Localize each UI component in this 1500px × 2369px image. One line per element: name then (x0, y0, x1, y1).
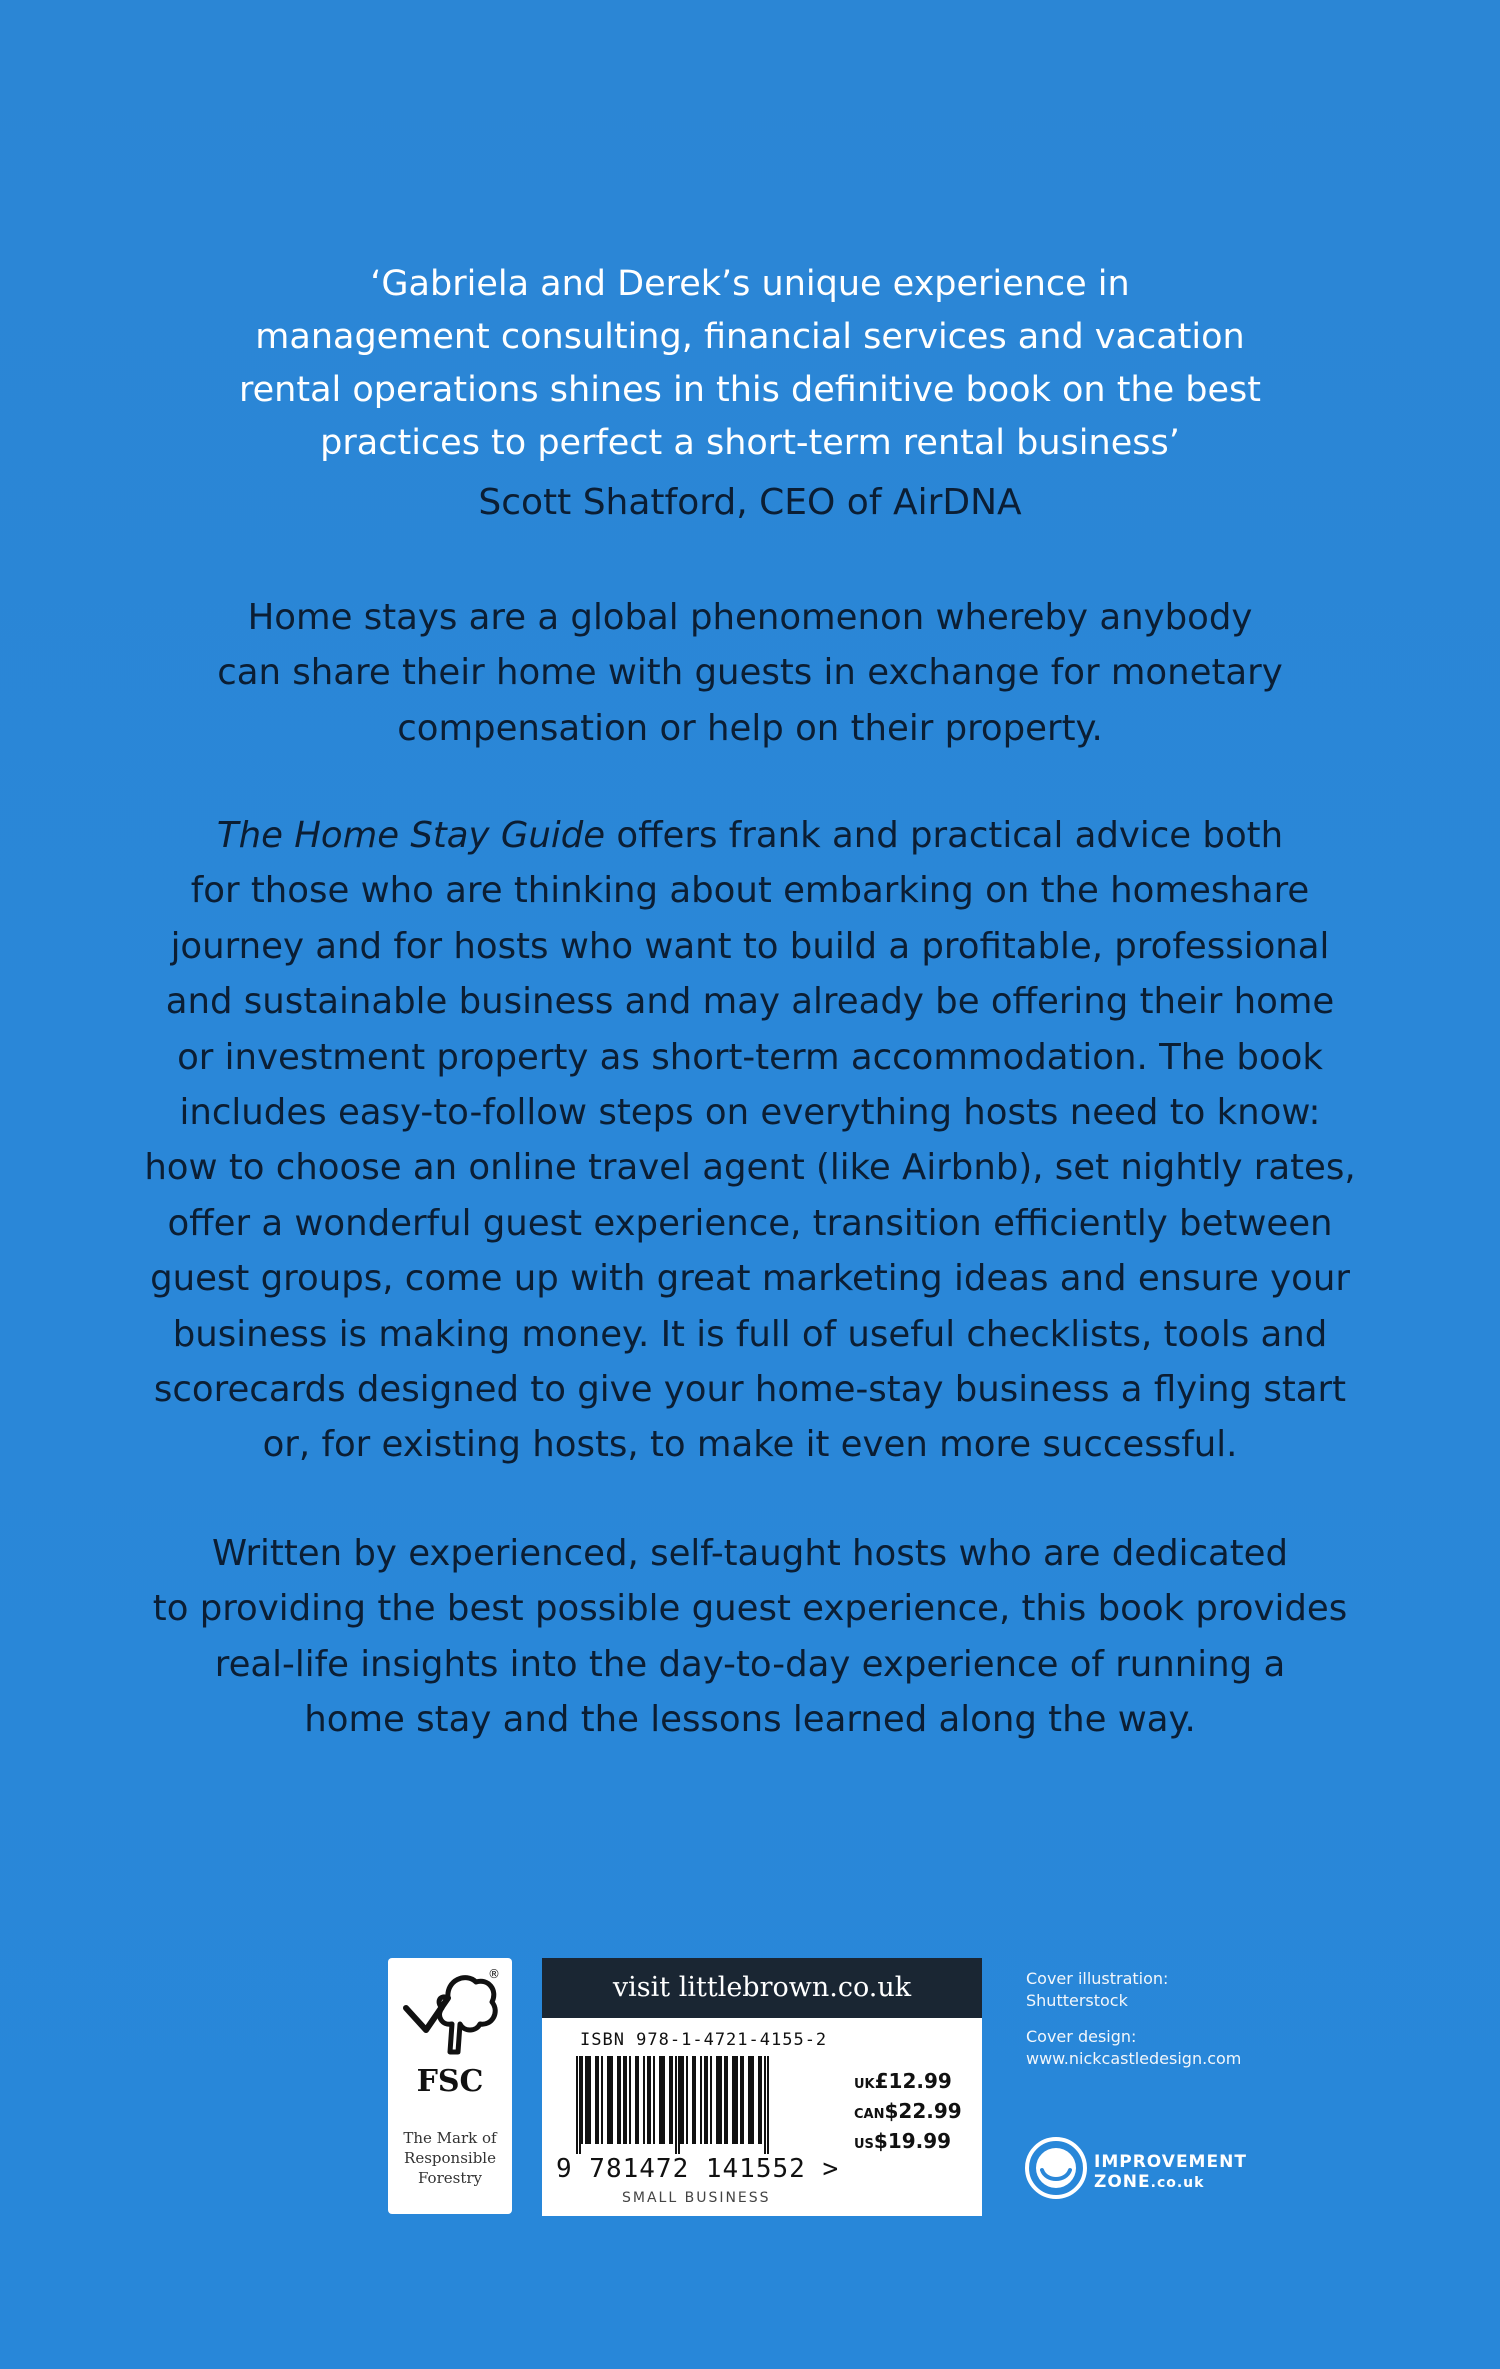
price-list (854, 2068, 962, 2158)
tree-check-icon (396, 1968, 504, 2064)
barcode-bar (583, 2056, 585, 2144)
barcode-bar (678, 2056, 680, 2154)
barcode-bar (595, 2056, 599, 2144)
barcode-bar (623, 2056, 627, 2144)
barcode-bar (629, 2056, 631, 2144)
barcode-bar (702, 2056, 704, 2144)
barcode-bar (613, 2056, 617, 2144)
barcode-bar (716, 2056, 722, 2144)
barcode-bar (712, 2056, 716, 2144)
barcode-bar (607, 2056, 613, 2144)
endorsement-quote: ‘Gabriela and Derek’s unique experience in management consulting, financial services and vacation rental operations shines in this definitive book on the best practices to perfect a short-term rental business’ (239, 264, 1261, 463)
fsc-tagline: The Mark of Responsible Forestry (403, 2129, 497, 2187)
barcode-bar (754, 2056, 758, 2144)
fsc-logo (388, 1958, 512, 2214)
barcode-digits: 9 781472 141552 > (556, 2154, 840, 2184)
barcode-bar (684, 2056, 686, 2144)
cover-illustration-credit: Cover illustration: Shutterstock (1026, 1969, 1169, 2010)
barcode-bar (581, 2056, 583, 2144)
improvement-zone-icon (1024, 2136, 1088, 2200)
improvement-zone-logo (1024, 2136, 1324, 2216)
barcode-bar (669, 2056, 673, 2144)
barcode-bar (680, 2056, 684, 2144)
barcode-bar (710, 2056, 712, 2144)
barcode-bar (688, 2056, 692, 2144)
barcode-bar (665, 2056, 669, 2144)
barcode-bar (744, 2056, 748, 2144)
barcode-bar (578, 2056, 579, 2154)
barcode-bar (748, 2056, 754, 2144)
barcode-bar (659, 2056, 665, 2144)
barcode-bar (591, 2056, 595, 2144)
endorsement-attribution: Scott Shatford, CEO of AirDNA (478, 482, 1022, 523)
barcode-bar (673, 2056, 675, 2144)
barcode-bar (647, 2056, 651, 2144)
barcode-bar (704, 2056, 708, 2144)
book-title-italic: The Home Stay Guide (216, 815, 606, 856)
barcode-bar (724, 2056, 728, 2144)
barcode-bar (692, 2056, 696, 2144)
barcode-bar (696, 2056, 700, 2144)
barcode-bar (728, 2056, 732, 2144)
fsc-logo-text: FSC (416, 2064, 484, 2099)
barcode-bars (576, 2056, 846, 2154)
barcode-bar (766, 2056, 767, 2154)
isbn-text: ISBN 978-1-4721-4155-2 (580, 2030, 828, 2050)
barcode-bar (738, 2056, 740, 2144)
barcode-bar (635, 2056, 639, 2144)
publisher-website: visit littlebrown.co.uk (542, 1958, 982, 2018)
blurb-paragraph-2-text: offers frank and practical advice both for those who are thinking about embarking on the homeshare journey and for hosts who want to build a profitable, professional and sustainable business and may already be offering their home or investment property as short-term accommodation. The book includes easy-to-follow steps on everything hosts need to know: how to choose an online travel agent (like Airbnb), set nightly rates, offer a wonderful guest experience, transition efficiently between guest groups, come up with great marketing ideas and ensure your business is making money. It is full of useful checklists, tools and scorecards designed to give your home-stay business a flying start or, for existing hosts, to make it even more successful. (144, 815, 1356, 1466)
price-can: CAN$22.99 (854, 2099, 962, 2123)
barcode-bar (700, 2056, 702, 2144)
blurb-paragraph-2 (100, 808, 1400, 1473)
barcode-bar (627, 2056, 629, 2144)
barcode-bar (617, 2056, 621, 2144)
cover-credits (1026, 1968, 1326, 2084)
barcode-bar (576, 2056, 578, 2154)
barcode-bar (653, 2056, 655, 2144)
improvement-zone-text: IMPROVEMENT ZONE.co.uk (1094, 2152, 1247, 2192)
barcode-bar (655, 2056, 659, 2144)
barcode-bar (686, 2056, 688, 2144)
book-category: SMALL BUSINESS (622, 2190, 771, 2206)
blurb-paragraph-3: Written by experienced, self-taught hosts who are dedicated to providing the best possible guest experience, this book provides real-life insights into the day-to-day experience of running a home stay and the lessons learned along the way. (152, 1533, 1348, 1741)
barcode-bar (764, 2056, 766, 2154)
barcode-bar (603, 2056, 607, 2144)
barcode-bar (722, 2056, 724, 2144)
barcode-bar (579, 2056, 581, 2154)
barcode-bar (651, 2056, 653, 2144)
barcode-bar (677, 2056, 678, 2154)
barcode-bar (767, 2056, 769, 2154)
barcode-bar (645, 2056, 647, 2144)
registered-mark: ® (488, 1968, 500, 1981)
blurb-paragraph-1: Home stays are a global phenomenon whereby anybody can share their home with guests in exchange for monetary compensation or help on their property. (217, 597, 1283, 749)
price-us: US$19.99 (854, 2129, 952, 2153)
barcode-bar (585, 2056, 591, 2144)
barcode-bar (599, 2056, 601, 2144)
barcode-panel (542, 1958, 982, 2216)
barcode-bar (601, 2056, 603, 2144)
barcode-bar (621, 2056, 623, 2144)
barcode-bar (758, 2056, 762, 2144)
barcode-bar (740, 2056, 744, 2144)
barcode-bar (639, 2056, 643, 2144)
barcode-bar (762, 2056, 764, 2144)
barcode-bar (675, 2056, 677, 2154)
barcode-bar (708, 2056, 710, 2144)
barcode-bar (643, 2056, 645, 2144)
price-uk: UK£12.99 (854, 2069, 952, 2093)
barcode-bar (732, 2056, 738, 2144)
barcode-bar (631, 2056, 635, 2144)
cover-design-credit: Cover design: www.nickcastledesign.com (1026, 2027, 1242, 2068)
